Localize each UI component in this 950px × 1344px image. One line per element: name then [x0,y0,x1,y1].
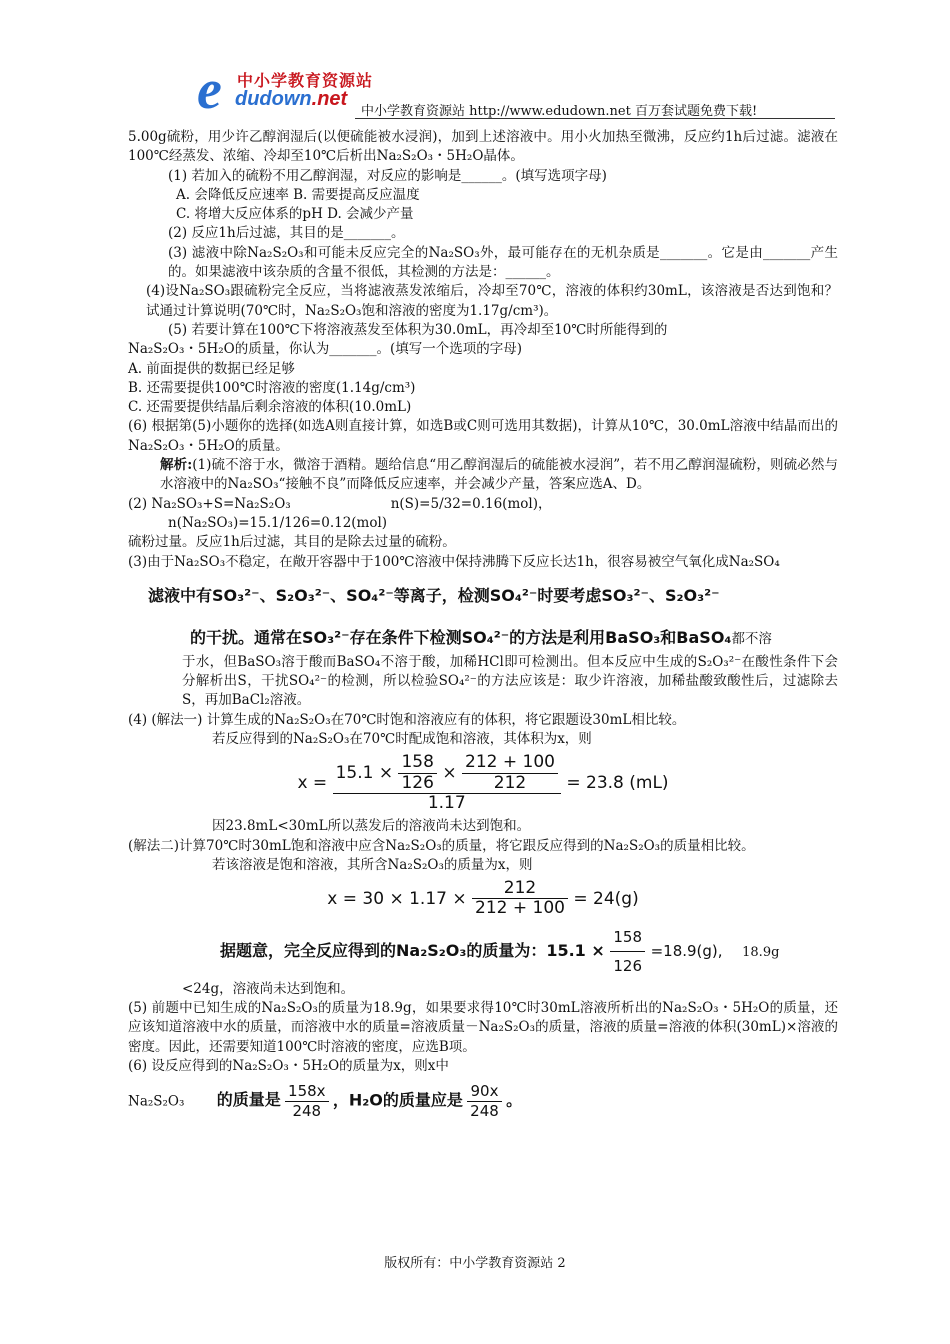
question-6: (6) 根据第(5)小题你的选择(如选A则直接计算，如选B或C则可选用其数据)，计算从10℃，30.0mL溶液中结晶而出的Na₂S₂O₃・5H₂O的质量。 [128,418,838,454]
logo-e-icon: e [197,59,222,121]
analysis-6: (6) 设反应得到的Na₂S₂O₃・5H₂O的质量为x，则x中 [128,1057,449,1074]
page-footer: 版权所有：中小学教育资源站 2 [384,1256,566,1271]
analysis-4-end: <24g，溶液尚未达到饱和。 [182,980,355,997]
question-1-options-ab: A. 会降低反应速率 B. 需要提高反应温度 [176,186,420,203]
analysis-3-big-1: 滤液中有SO₃²⁻、S₂O₃²⁻、SO₄²⁻等离子，检测SO₄²⁻时要考虑SO₃²⁻、S₂O₃²⁻ [148,585,720,605]
paragraph: 5.00g硫粉，用少许乙醇润湿后(以便硫能被水浸润)，加到上述溶液中。用小火加热至微沸，反应约1h后过滤。滤液在100℃经蒸发、浓缩、冷却至10℃后析出Na₂S₂O₃・5H₂O晶体。 [128,129,838,165]
page-header [195,59,835,121]
analysis-3-big-2: 的干扰。通常在SO₃²⁻存在条件下检测SO₄²⁻的方法是利用BaSO₃和BaSO₄都不溶 [190,627,772,647]
equation-2: x = 30 × 1.17 × $\frac{212}{212 + 100}$ = 24(g) [327,878,639,919]
question-1: (1) 若加入的硫粉不用乙醇润湿，对反应的影响是______。(填写选项字母) [168,167,607,184]
logo-cn: 中小学教育资源站 [237,71,374,90]
document-body [128,128,838,1122]
analysis-3: (3)由于Na₂SO₃不稳定，在敞开容器中于100℃溶液中保持沸腾下反应长达1h，很容易被空气氧化成Na₂SO₄ [128,553,780,570]
equation-1: x = 15.1 × $\frac{158}{126}$ × $\frac{212 + 100}{212}$ 1.17 = 23.8 (mL) [297,752,669,813]
analysis-3-cont: 于水，但BaSO₃溶于酸而BaSO₄不溶于酸，加稀HCl即可检测出。但本反应中生成的S₂O₃²⁻在酸性条件下会分解析出S，干扰SO₄²⁻的检测，所以检验SO₄²⁻的方法应该是：取少许溶液，加稀盐酸致酸性后，过滤除去S，再加BaCl₂溶液。 [182,653,838,709]
question-2: (2) 反应1h后过滤，其目的是_______。 [168,225,405,242]
question-5: (5) 若要计算在100℃下将溶液蒸发至体积为30.0mL，再冷却至10℃时所能得到的 [168,321,668,338]
header-title: 中小学教育资源站 http://www.edudown.net 百万套试题免费下载! [361,104,758,119]
analysis-6-formula: Na₂S₂O₃ 的质量是 $\frac{158x}{248}$ ，H₂O的质量应是 $\frac{90x}{248}$ 。 [128,1082,523,1121]
site-logo [195,59,375,121]
analysis-2-n: n(Na₂SO₃)=15.1/126=0.12(mol) [168,514,388,531]
header-rule [355,118,835,119]
question-5-option-b: B. 还需要提供100℃时溶液的密度(1.14g/cm³) [128,379,416,396]
question-5-option-a: A. 前面提供的数据已经足够 [128,360,295,377]
equation-3: 据题意，完全反应得到的Na₂S₂O₃的质量为：15.1 × $\frac{158}{126}$ =18.9(g), 18.9g [128,923,838,980]
analysis-4-method-1b: 若反应得到的Na₂S₂O₃在70℃时配成饱和溶液，其体积为x，则 [212,731,592,748]
analysis-1: 解析:(1)硫不溶于水，微溶于酒精。题给信息“用乙醇润湿后的硫能被水浸润”，若不用乙醇润湿硫粉，则硫必然与水溶液中的Na₂SO₃“接触不良”而降低反应速率，并会减少产量，答案应选A、D。 [160,457,838,493]
analysis-2-eq: (2) Na₂SO₃+S=Na₂S₂O₃ n(S)=5/32=0.16(mol)， [128,495,552,512]
question-5-option-c: C. 还需要提供结晶后剩余溶液的体积(10.0mL) [128,399,412,416]
question-5-cont: Na₂S₂O₃・5H₂O的质量，你认为_______。(填写一个选项的字母) [128,341,523,358]
analysis-4-method-1: (4) (解法一) 计算生成的Na₂S₂O₃在70℃时饱和溶液应有的体积，将它跟题设30mL相比较。 [128,711,686,728]
analysis-4-method-2b: 若该溶液是饱和溶液，其所含Na₂S₂O₃的质量为x，则 [212,856,533,873]
analysis-4-method-1c: 因23.8mL<30mL所以蒸发后的溶液尚未达到饱和。 [212,818,531,835]
analysis-2-end: 硫粉过量。反应1h后过滤，其目的是除去过量的硫粉。 [128,534,456,551]
question-1-options-cd: C. 将增大反应体系的pH D. 会减少产量 [176,206,414,223]
analysis-5: (5) 前题中已知生成的Na₂S₂O₃的质量为18.9g，如果要求得10℃时30mL溶液所析出的Na₂S₂O₃・5H₂O的质量，还应该知道溶液中水的质量，而溶液中水的质量=溶液质量－Na₂S₂O₃的质量，溶液的质量=溶液的体积(30mL)×溶液的密度。因此，还需要知道100℃时溶液的密度，应选B项。 [128,999,838,1055]
question-4: (4)设Na₂SO₃跟硫粉完全反应，当将滤液蒸发浓缩后，冷却至70℃，溶液的体积约30mL，该溶液是否达到饱和？试通过计算说明(70℃时，Na₂S₂O₃饱和溶液的密度为1.17g/cm³)。 [146,283,838,319]
logo-domain: dudown.net [235,88,348,110]
question-3: (3) 滤液中除Na₂S₂O₃和可能未反应完全的Na₂SO₃外，最可能存在的无机杂质是_______。它是由_______产生的。如果滤液中该杂质的含量不很低，其检测的方法是：______。 [168,244,838,281]
analysis-4-method-2: (解法二)计算70℃时30mL饱和溶液中应含Na₂S₂O₃的质量，将它跟反应得到的Na₂S₂O₃的质量相比较。 [128,837,755,854]
